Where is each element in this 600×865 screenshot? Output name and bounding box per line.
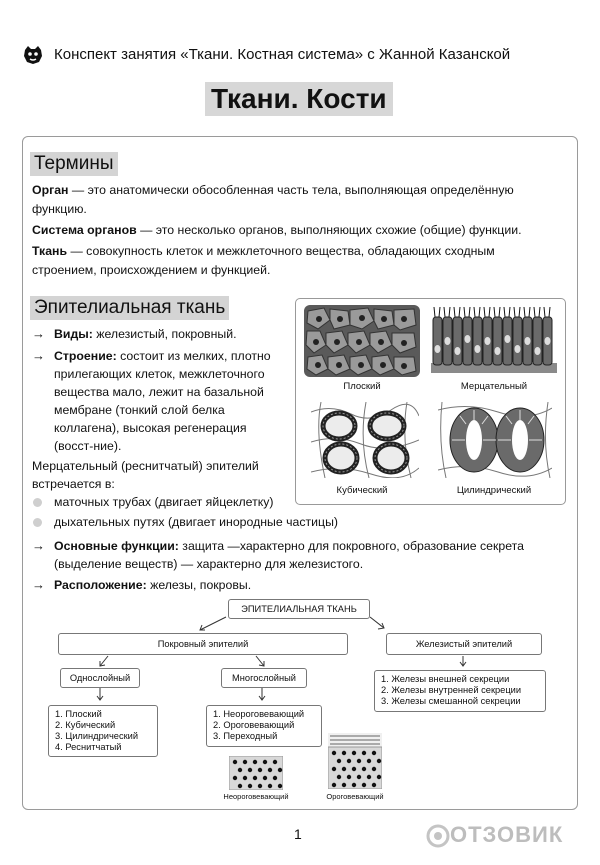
arrow-icon: → (32, 538, 45, 553)
bullet-oviduct: маточных трубах (двигает яйцеклетку) (32, 493, 354, 511)
epithelium-heading: Эпителиальная ткань (30, 296, 229, 320)
functions-row: → Основные функции: защита —характерно для покровного, образование секрета (выделение веществ) — характерно для железистого. (32, 538, 524, 571)
location-row: → Расположение: железы, покровы. (32, 577, 252, 592)
diagram-root: ЭПИТЕЛИАЛЬНАЯ ТКАНЬ (228, 599, 370, 619)
bullet-airways: дыхательных путях (двигает инородные частицы) (32, 513, 394, 531)
caption-nonkeratinized: Неороговевающий (223, 792, 289, 801)
caption-squamous: Плоский (343, 381, 381, 392)
ciliated-text: Мерцательный (реснитчатый) эпителий встречается в: (32, 459, 259, 491)
caption-keratinized: Ороговевающий (326, 792, 384, 801)
keratinized-illustration (328, 733, 382, 789)
diagram-cover-epithelium: Покровный эпителий (58, 633, 348, 655)
diagram-multi-list: 1. Неороговевающий 2. Ороговевающий 3. Переходный (206, 705, 322, 747)
arrow-icon: → (32, 577, 45, 592)
structure-row: → Строение: состоит из мелких, плотно прилегающих клеток, межклеточного вещества мало, лежит на базальной мембране (тонкий слой белка коллагена), высокая регенерация (восст-ние). (32, 348, 271, 453)
term-tissue: Ткань — совокупность клеток и межклеточного вещества, обладающих сходным строением, происхождением и функцией. (32, 244, 495, 277)
caption-cuboidal: Кубический (336, 485, 388, 496)
caption-columnar: Цилиндрический (456, 485, 532, 496)
terms-heading: Термины (30, 152, 118, 176)
nonkeratinized-illustration (229, 756, 283, 790)
page-title: Ткани. Кости (205, 82, 393, 116)
diagram-gland-epithelium: Железистый эпителий (386, 633, 542, 655)
page-number: 1 (294, 826, 302, 842)
term-organ: Орган — это анатомически обособленная часть тела, выполняющая определённую функцию. (32, 183, 514, 216)
diagram-multi-layer: Многослойный (221, 668, 307, 688)
types-row: → Виды: железистый, покровный. (32, 326, 237, 341)
arrow-icon: → (32, 326, 45, 341)
caption-ciliated: Мерцательный (460, 381, 528, 392)
watermark-logo-icon (426, 824, 450, 848)
diagram-single-layer: Однослойный (60, 668, 140, 688)
diagram-gland-list: 1. Железы внешней секреции 2. Железы внутренней секреции 3. Железы смешанной секреции (374, 670, 546, 712)
arrow-icon: → (32, 348, 45, 363)
diagram-single-list: 1. Плоский 2. Кубический 3. Цилиндрический 4. Реснитчатый (48, 705, 158, 757)
watermark: ОТЗОВИК (450, 822, 564, 847)
header-text: Конспект занятия «Ткани. Костная система» с Жанной Казанской (54, 46, 511, 63)
term-organ-system: Система органов — это несколько органов, выполняющих схожие (общие) функции. (32, 223, 522, 237)
